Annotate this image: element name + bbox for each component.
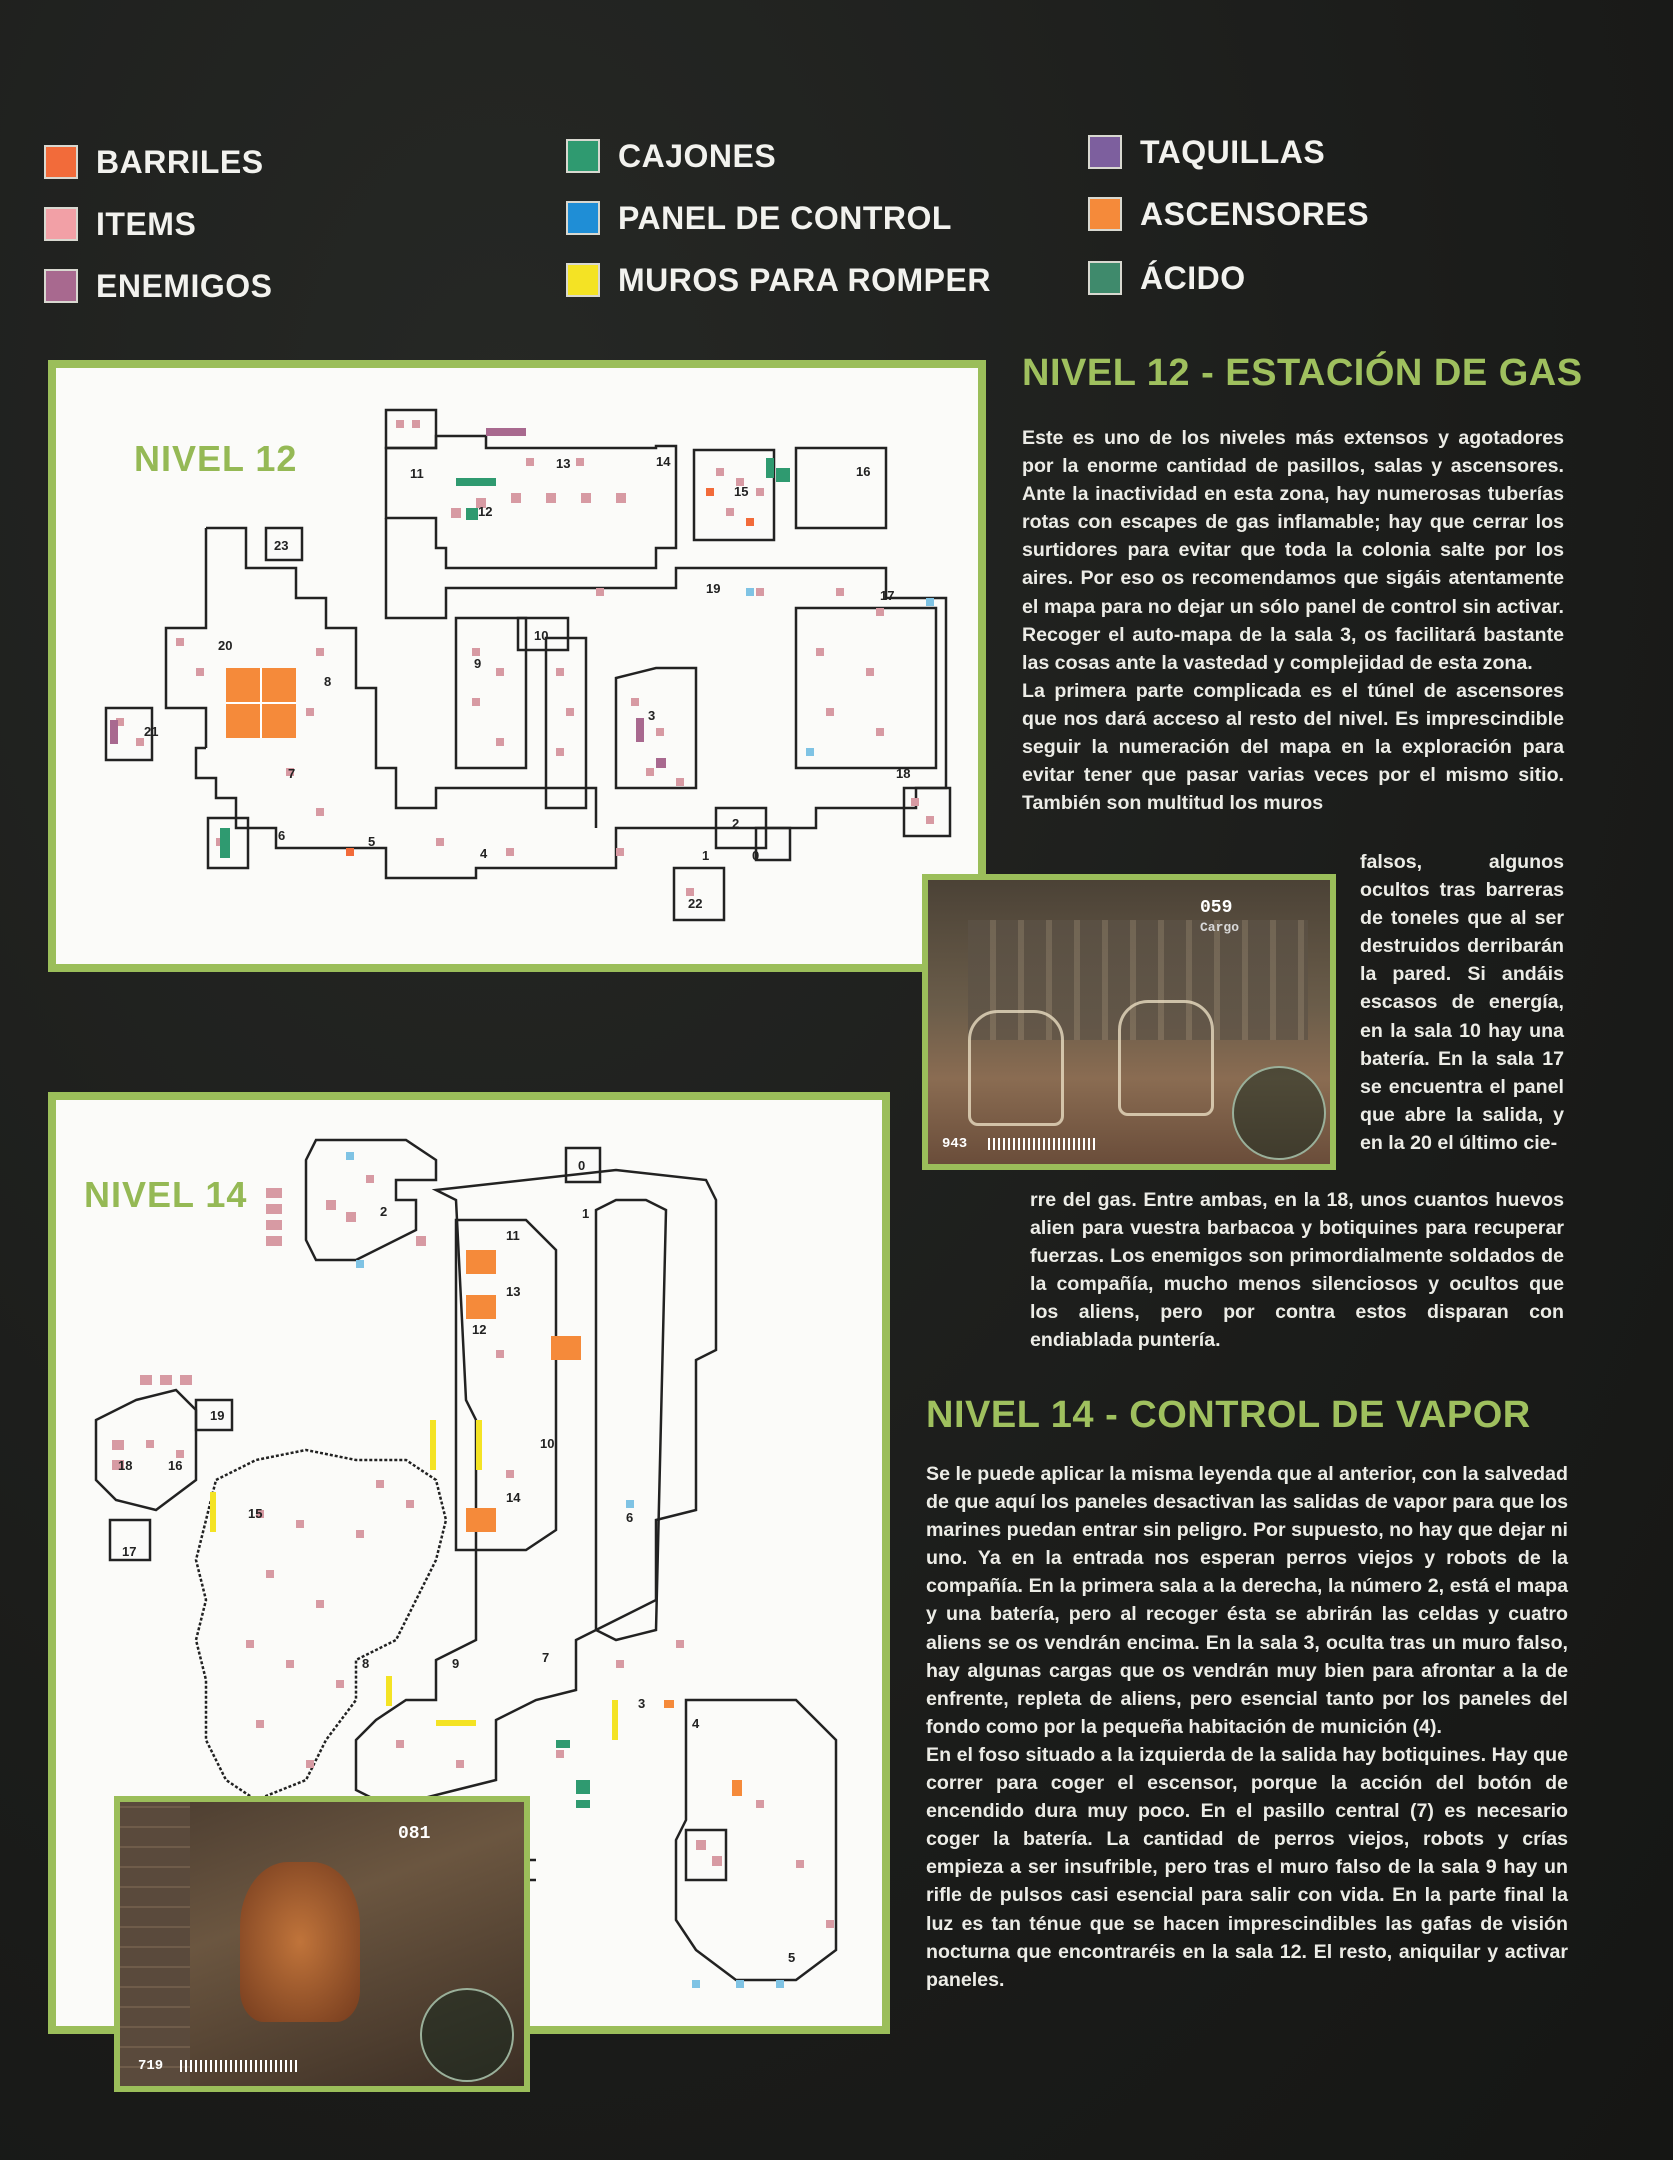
map-title: NIVEL 14 [84,1174,248,1215]
legend-item-cajones [566,136,776,176]
room-label-15: 15 [734,484,749,499]
heading-nivel-14: NIVEL 14 - CONTROL DE VAPOR [926,1394,1531,1436]
room-label-3: 3 [638,1696,646,1711]
room-label-0: 0 [578,1158,586,1173]
article-text-12-narrow: falsos, algunos ocultos tras barreras de toneles que al ser destruidos derribarán la pared. Si andáis escasos de energía, en la sala 10 hay una batería. En la sala 17 se encuentra el panel que abre la salida, y en la 20 el último cie- [1360,851,1564,1154]
legend-label: BARRILES [96,143,264,180]
room-label-3: 3 [648,708,656,723]
map-12-floorplan [56,368,978,964]
legend-swatch [44,145,78,179]
alien-creature [240,1862,360,2022]
room-label-15: 15 [248,1506,263,1521]
article-text-14 [926,1460,1568,1994]
room-label-17: 17 [880,588,895,603]
room-label-14: 14 [506,1490,521,1505]
legend-label: ASCENSORES [1140,195,1370,232]
hud-counter: 059 [1200,898,1233,918]
legend-label: CAJONES [618,137,777,174]
brick-wall [120,1802,190,2086]
room-label-14: 14 [656,454,671,469]
room-label-18: 18 [896,766,911,781]
room-label-16: 16 [856,464,871,479]
hud-label: Cargo [1200,920,1240,935]
legend-label: ÁCIDO [1140,259,1246,296]
game-screenshot-2 [114,1796,530,2092]
room-label-23: 23 [274,538,289,553]
paragraph: La primera parte complicada es el túnel de ascensores que nos dará acceso al resto del nivel. Es imprescindible seguir la numeración del mapa en la exploración para evitar tener que pasar varias veces por el mismo sitio. También son multitud los muros [1022,679,1564,815]
room-label-16: 16 [168,1458,183,1473]
legend-label: ITEMS [96,205,197,242]
alien-figure [1118,1000,1214,1116]
room-label-9: 9 [474,656,482,671]
map-title: NIVEL 12 [134,438,298,479]
room-label-18: 18 [118,1458,133,1473]
legend-item-barriles [44,142,264,182]
legend-label: ENEMIGOS [96,267,273,304]
hud-ammo: 719 [138,2058,164,2074]
room-label-7: 7 [542,1650,550,1665]
paragraph: Este es uno de los niveles más extensos y agotadores por la enorme cantidad de pasillos, salas y ascensores. Ante la inactividad en esta zona, hay numerosas tuberías rotas con escapes de gas inflamable; hay que cerrar los surtidores para evitar que toda la colonia salte por los aires. Por eso os recomendamos que sigáis atentamente el mapa para no dejar un sólo panel de control sin activar. Recoger el auto-mapa de la sala 3, os facilitará bastante las cosas ante la vastedad y complejidad de esta zona. [1022,427,1564,674]
legend-swatch [566,139,600,173]
room-label-11: 11 [506,1228,520,1243]
paragraph: Se le puede aplicar la misma leyenda que al anterior, con la salvedad de que aquí los paneles desactivan las salidas de vapor para que los marines puedan entrar sin peligro. Por supuesto, no hay que dejar ni uno. Ya en la entrada nos esperan perros viejos y robots de la compañía. En la primera sala a la derecha, la número 2, está el mapa y una batería, pero al recoger ésta se abrirán las celdas y cuatro aliens se os vendrán encima. En la sala 3, oculta tras un muro falso, hay algunas cargas que os vendrán muy bien para afrontar a la de enfrente, repleta de aliens, pero esencial tanto por los paneles del fondo como por la pequeña habitación de munición (4). [926,1463,1568,1738]
legend-swatch [44,207,78,241]
room-label-12: 12 [478,504,493,519]
legend-label: MUROS PARA ROMPER [618,261,991,298]
room-label-11: 11 [410,466,424,481]
heading-nivel-12: NIVEL 12 - ESTACIÓN DE GAS [1022,352,1583,394]
room-label-1: 1 [582,1206,590,1221]
legend-swatch [566,263,600,297]
legend-label: TAQUILLAS [1140,133,1326,170]
legend-item-ascensores [1088,194,1369,234]
room-label-17: 17 [122,1544,137,1559]
article-text-12-wide [1022,424,1564,817]
room-label-10: 10 [534,628,549,643]
room-label-4: 4 [692,1716,700,1731]
room-box [386,410,436,448]
hud-counter: 081 [398,1824,431,1844]
legend-item-acido [1088,258,1246,298]
room-label-9: 9 [452,1656,460,1671]
room-label-12: 12 [472,1322,487,1337]
room-label-2: 2 [380,1204,388,1219]
room-label-21: 21 [144,724,159,739]
paragraph: En el foso situado a la izquierda de la salida hay botiquines. Hay que correr para coger el escensor, porque la acción del botón de encendido dura muy poco. En el pasillo central (7) es necesario coger la batería. La cantidad de perros viejos, robots y crías empieza a ser insufrible, pero tras el muro falso de la sala 9 hay un rifle de pulsos casi esencial para salir con vida. En la parte final la luz es tan ténue que se hacen imprescindibles las gafas de visión nocturna que encontraréis en la sala 12. El resto, aniquilar y activar paneles. [926,1743,1568,1991]
legend-item-muros-para-romper [566,260,991,300]
map-nivel-12 [48,360,986,972]
hud-ammo: 943 [942,1136,968,1152]
room-label-13: 13 [506,1284,521,1299]
room-label-8: 8 [324,674,332,689]
legend-item-panel-de-control [566,198,952,238]
legend-item-enemigos [44,266,272,306]
room-label-13: 13 [556,456,571,471]
room-label-10: 10 [540,1436,555,1451]
legend-swatch [1088,261,1122,295]
room-label-4: 4 [480,846,488,861]
legend-swatch [1088,135,1122,169]
legend-swatch [566,201,600,235]
legend-item-taquillas [1088,132,1325,172]
motion-tracker-icon [420,1988,514,2082]
room-label-19: 19 [706,581,721,596]
room-label-8: 8 [362,1656,370,1671]
ammo-bar [180,2060,300,2072]
room-label-19: 19 [210,1408,225,1423]
room-label-5: 5 [788,1950,796,1965]
room-label-2: 2 [732,816,740,831]
legend-item-items [44,204,196,244]
room-label-20: 20 [218,638,233,653]
room-label-7: 7 [288,766,296,781]
room-label-0: 0 [752,848,760,863]
game-screenshot-1 [922,874,1336,1170]
room-label-6: 6 [626,1510,634,1525]
room-label-6: 6 [278,828,286,843]
legend-label: PANEL DE CONTROL [618,199,952,236]
ammo-bar [988,1138,1098,1150]
alien-figure [968,1010,1064,1126]
legend-swatch [44,269,78,303]
legend-swatch [1088,197,1122,231]
motion-tracker-icon [1232,1066,1326,1160]
room-label-5: 5 [368,834,376,849]
article-text-12-tail: rre del gas. Entre ambas, en la 18, unos cuantos huevos alien para vuestra barbacoa y botiquines para recuperar fuerzas. Los enemigos son primordialmente soldados de la compañía, mucho menos silenciosos y ocultos que los aliens, pero por contra estos disparan con endiablada puntería. [1030,1189,1564,1352]
room-label-22: 22 [688,896,703,911]
room-label-1: 1 [702,848,710,863]
